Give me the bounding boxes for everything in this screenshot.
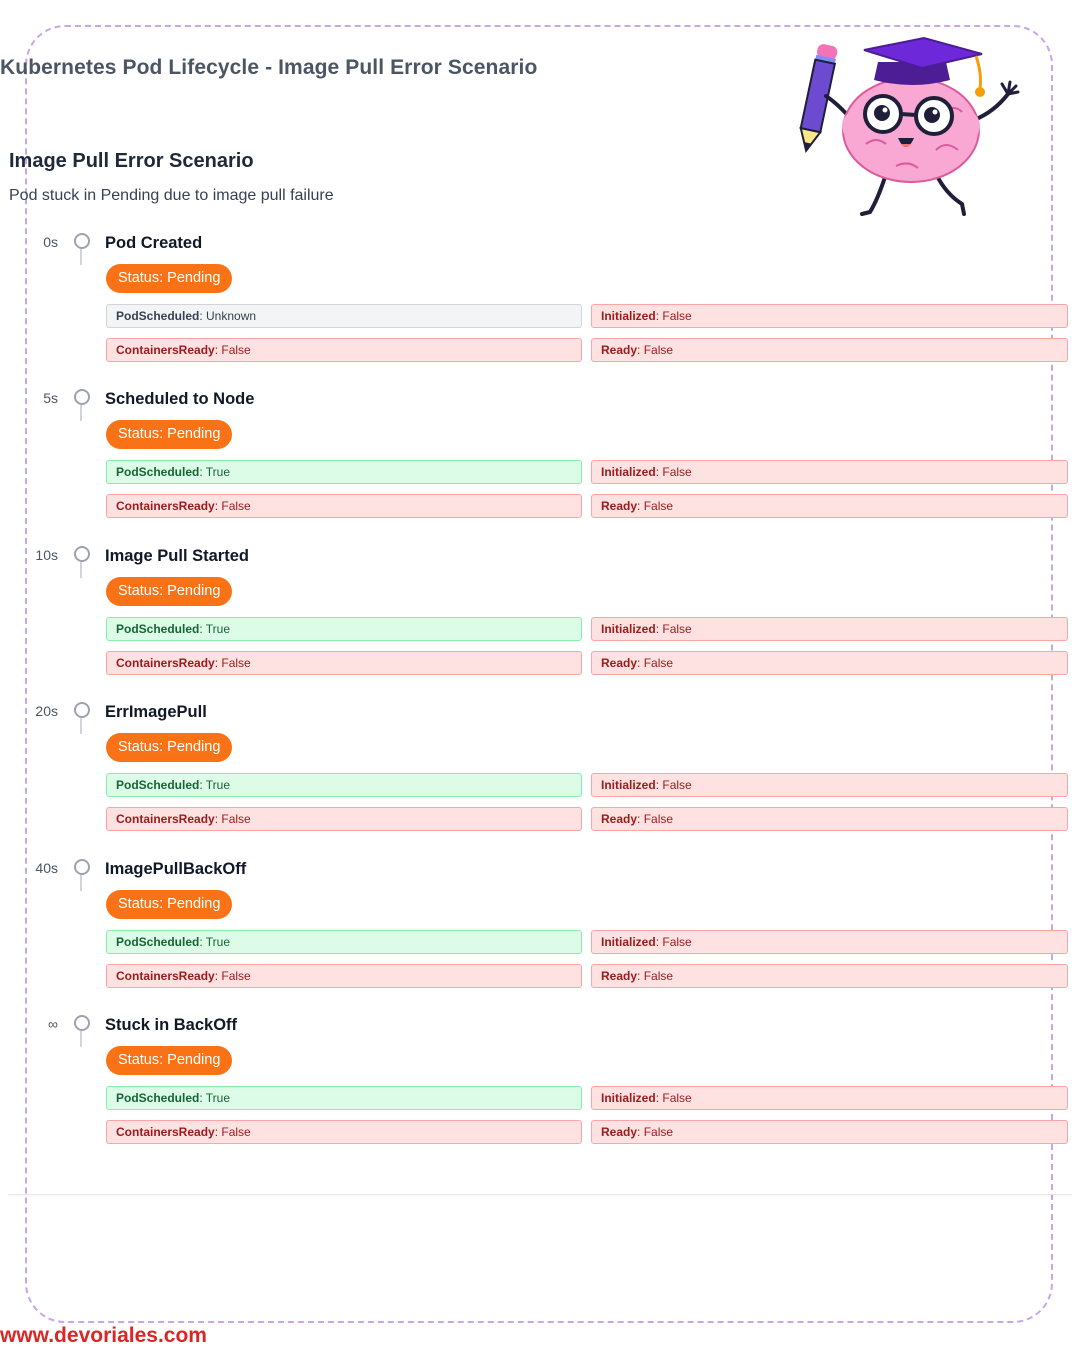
timeline-connector	[80, 875, 82, 891]
condition-ready: Ready: False	[591, 651, 1068, 675]
condition-key: ContainersReady	[116, 343, 215, 357]
condition-key: PodScheduled	[116, 1090, 200, 1105]
condition-value: False	[662, 621, 692, 636]
condition-initialized: Initialized: False	[591, 617, 1068, 641]
timeline-event	[0, 386, 1080, 542]
status-badge: Status: Pending	[106, 264, 232, 293]
condition-ready: Ready: False	[591, 964, 1068, 988]
status-badge: Status: Pending	[106, 420, 232, 449]
condition-value: True	[205, 934, 231, 949]
condition-key: Ready	[601, 968, 638, 983]
condition-pod-scheduled: PodScheduled: True	[106, 773, 582, 797]
condition-value: False	[221, 655, 251, 670]
condition-value: False	[662, 778, 692, 793]
condition-key: PodScheduled	[116, 934, 200, 949]
timeline-connector	[80, 718, 82, 734]
condition-ready: Ready: False	[591, 1120, 1068, 1144]
condition-initialized: Initialized: False	[591, 773, 1068, 797]
condition-initialized: Initialized: False	[591, 930, 1068, 954]
condition-value: False	[643, 1124, 674, 1139]
timeline-dot-icon	[74, 233, 90, 249]
condition-pod-scheduled: PodScheduled: True	[106, 930, 582, 954]
brain-mascot-illustration	[786, 34, 1036, 230]
condition-key: ContainersReady	[116, 1124, 215, 1139]
condition-key: Ready	[601, 812, 638, 827]
condition-value: False	[643, 812, 674, 827]
condition-value: False	[662, 934, 692, 949]
event-title: Image Pull Started	[105, 546, 249, 565]
timeline-event	[0, 856, 1080, 1012]
event-title: Stuck in BackOff	[105, 1015, 238, 1034]
event-title: ImagePullBackOff	[105, 859, 247, 878]
event-time: 40s	[35, 859, 58, 876]
timeline-dot-icon	[74, 702, 90, 718]
timeline-connector	[80, 562, 82, 578]
condition-key: Initialized	[601, 934, 656, 949]
condition-key: Initialized	[601, 778, 656, 793]
condition-value: False	[221, 968, 251, 983]
condition-value: False	[221, 812, 251, 827]
condition-value: True	[205, 778, 231, 793]
condition-key: Initialized	[601, 309, 656, 323]
page-title: Kubernetes Pod Lifecycle - Image Pull Error Scenario	[0, 56, 538, 79]
event-title: Pod Created	[105, 234, 203, 252]
condition-key: ContainersReady	[116, 968, 215, 983]
condition-initialized: Initialized: False	[591, 1086, 1068, 1110]
condition-ready: Ready: False	[591, 494, 1068, 518]
status-badge: Status: Pending	[106, 1046, 232, 1075]
condition-value: False	[643, 499, 674, 514]
condition-key: Ready	[601, 499, 638, 514]
scenario-subtitle: Pod stuck in Pending due to image pull failure	[9, 187, 334, 204]
condition-initialized: Initialized: False	[591, 460, 1068, 484]
timeline-event	[0, 543, 1080, 699]
timeline-dot-icon	[74, 1015, 90, 1031]
condition-key: Ready	[601, 343, 638, 357]
condition-value: False	[221, 1124, 251, 1139]
timeline-dot-icon	[74, 859, 90, 875]
condition-pod-scheduled: PodScheduled: True	[106, 1086, 582, 1110]
condition-pod-scheduled: PodScheduled: True	[106, 460, 582, 484]
condition-key: Ready	[601, 655, 638, 670]
timeline	[0, 230, 1080, 1168]
condition-key: Initialized	[601, 1090, 656, 1105]
condition-value: False	[662, 465, 692, 480]
condition-key: Ready	[601, 1124, 638, 1139]
condition-value: False	[221, 343, 251, 357]
event-time: 0s	[43, 234, 58, 250]
status-badge: Status: Pending	[106, 577, 232, 606]
timeline-event	[0, 230, 1080, 386]
timeline-connector	[80, 249, 82, 265]
event-time: 5s	[43, 390, 58, 407]
condition-key: ContainersReady	[116, 655, 215, 670]
timeline-connector	[80, 405, 82, 421]
condition-key: PodScheduled	[116, 465, 200, 480]
condition-key: PodScheduled	[116, 621, 200, 636]
event-time: 10s	[35, 546, 58, 563]
status-badge: Status: Pending	[106, 733, 232, 762]
condition-value: True	[205, 1090, 231, 1105]
condition-containers-ready: ContainersReady: False	[106, 964, 582, 988]
condition-value: True	[205, 621, 231, 636]
timeline-event	[0, 699, 1080, 855]
timeline-dot-icon	[74, 546, 90, 562]
condition-value: False	[643, 655, 674, 670]
condition-value: False	[662, 309, 692, 323]
condition-key: Initialized	[601, 465, 656, 480]
condition-containers-ready: ContainersReady: False	[106, 807, 582, 831]
event-time: ∞	[48, 1015, 58, 1032]
scenario-title: Image Pull Error Scenario	[9, 150, 254, 172]
condition-containers-ready: ContainersReady: False	[106, 338, 582, 362]
event-title: ErrImagePull	[105, 703, 207, 722]
condition-containers-ready: ContainersReady: False	[106, 651, 582, 675]
condition-key: Initialized	[601, 621, 656, 636]
watermark: www.devoriales.com	[0, 1324, 207, 1347]
status-badge: Status: Pending	[106, 890, 232, 919]
condition-value: False	[643, 343, 674, 357]
timeline-event	[0, 1012, 1080, 1168]
condition-value: False	[221, 499, 251, 514]
condition-value: False	[643, 968, 674, 983]
event-time: 20s	[35, 703, 58, 720]
content-bottom-divider	[8, 1194, 1072, 1195]
condition-containers-ready: ContainersReady: False	[106, 494, 582, 518]
condition-ready: Ready: False	[591, 338, 1068, 362]
condition-pod-scheduled: PodScheduled: Unknown	[106, 304, 582, 328]
condition-value: True	[205, 465, 231, 480]
timeline-dot-icon	[74, 389, 90, 405]
condition-initialized: Initialized: False	[591, 304, 1068, 328]
condition-ready: Ready: False	[591, 807, 1068, 831]
condition-key: ContainersReady	[116, 499, 215, 514]
condition-key: ContainersReady	[116, 812, 215, 827]
brain-icon	[842, 78, 980, 182]
event-title: Scheduled to Node	[105, 390, 255, 409]
condition-value: Unknown	[206, 309, 257, 323]
condition-value: False	[662, 1090, 692, 1105]
timeline-connector	[80, 1031, 82, 1047]
condition-pod-scheduled: PodScheduled: True	[106, 617, 582, 641]
condition-containers-ready: ContainersReady: False	[106, 1120, 582, 1144]
condition-key: PodScheduled	[116, 309, 200, 323]
condition-key: PodScheduled	[116, 778, 200, 793]
